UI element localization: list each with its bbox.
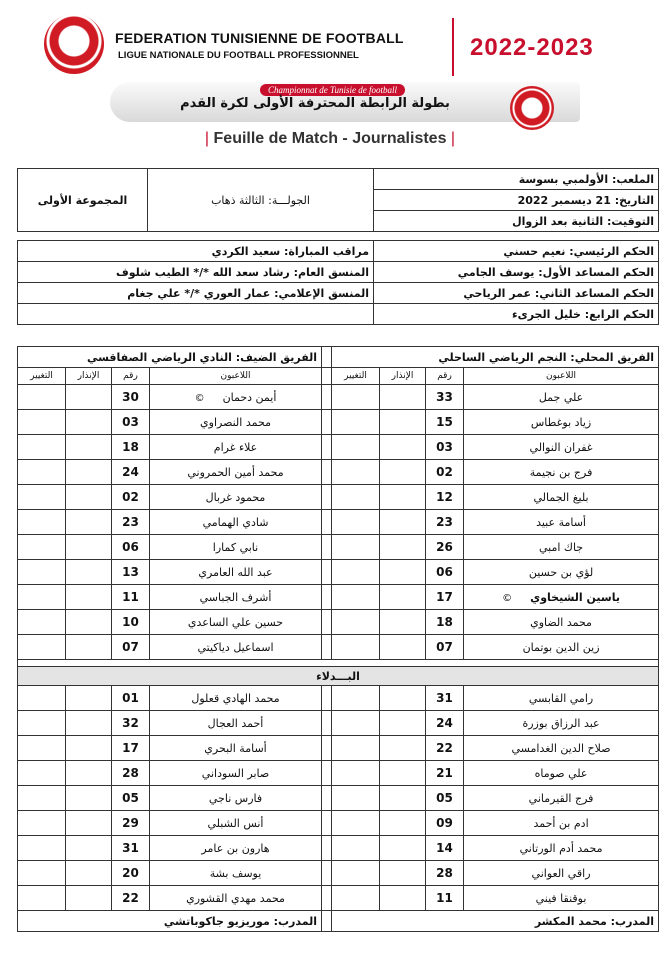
away-player-name-text: اسماعيل دياكيتي	[197, 640, 274, 654]
away-player-name-text: شادي الهمامي	[202, 515, 269, 529]
home-player-number: 12	[426, 485, 464, 510]
home-player-number: 18	[426, 610, 464, 635]
home-player-name	[464, 736, 659, 761]
away-players-header: اللاعبون	[150, 368, 322, 385]
home-number-header: رقم	[426, 368, 464, 385]
away-team-title: الفريق الضيف: النادي الرياضي الصفاقسي	[18, 347, 322, 368]
time: التوقيت: الثانية بعد الزوال	[374, 211, 659, 232]
away-player-name-text: نابي كمارا	[212, 540, 259, 554]
away-player-number: 20	[112, 861, 150, 886]
home-player-number: 33	[426, 385, 464, 410]
home-warning-cell	[380, 711, 426, 736]
starter-row	[18, 485, 659, 510]
spacer	[322, 635, 332, 660]
away-warning-cell	[66, 585, 112, 610]
sheet-title-text: Feuille de Match - Journalistes	[213, 130, 447, 147]
home-change-cell	[332, 861, 380, 886]
away-player-name-text: فارس ناجي	[208, 791, 263, 805]
spacer	[322, 435, 332, 460]
spacer	[322, 460, 332, 485]
assistant-2: الحكم المساعد الثاني: عمر الرياحي	[374, 283, 659, 304]
sub-row	[18, 786, 659, 811]
home-player-number: 26	[426, 535, 464, 560]
home-player-number: 24	[426, 711, 464, 736]
championship-banner	[110, 82, 580, 122]
away-player-name-text: عبد الله العامري	[198, 565, 273, 579]
home-player-number: 07	[426, 635, 464, 660]
home-team-title: الفريق المحلي: النجم الرياضي الساحلي	[332, 347, 659, 368]
starter-row	[18, 435, 659, 460]
away-warning-cell	[66, 485, 112, 510]
home-player-number: 22	[426, 736, 464, 761]
home-player-name	[464, 861, 659, 886]
home-player-name-text: راقي العواني	[531, 866, 591, 880]
starter-row	[18, 610, 659, 635]
away-change-cell	[18, 861, 66, 886]
away-change-cell	[18, 610, 66, 635]
away-warning-cell	[66, 686, 112, 711]
away-player-number: 05	[112, 786, 150, 811]
home-player-number: 11	[426, 886, 464, 911]
away-warning-header: الإنذار	[66, 368, 112, 385]
league-logo-icon	[510, 86, 554, 130]
home-player-name-text: زياد بوغطاس	[530, 415, 592, 429]
away-change-cell	[18, 711, 66, 736]
away-player-number: 32	[112, 711, 150, 736]
home-player-number: 23	[426, 510, 464, 535]
home-change-cell	[332, 435, 380, 460]
starter-row	[18, 460, 659, 485]
home-player-number: 06	[426, 560, 464, 585]
home-player-name-text: محمد أدم الورتاني	[519, 841, 603, 855]
home-warning-cell	[380, 635, 426, 660]
away-change-cell	[18, 385, 66, 410]
spacer	[322, 711, 332, 736]
away-warning-cell	[66, 761, 112, 786]
away-player-name	[150, 385, 322, 410]
away-player-name	[150, 485, 322, 510]
away-warning-cell	[66, 635, 112, 660]
starter-row	[18, 535, 659, 560]
away-player-name-text: صابر السوداني	[201, 766, 270, 780]
home-change-header: التغيير	[332, 368, 380, 385]
away-change-cell	[18, 786, 66, 811]
away-player-name	[150, 861, 322, 886]
away-player-number: 29	[112, 811, 150, 836]
away-player-number: 18	[112, 435, 150, 460]
spacer	[322, 560, 332, 585]
spacer	[322, 368, 332, 385]
home-coach: المدرب: محمد المكشر	[332, 911, 659, 932]
spacer	[322, 861, 332, 886]
home-warning-cell	[380, 535, 426, 560]
away-warning-cell	[66, 786, 112, 811]
home-player-name-text: ياسين الشيخاوي	[530, 590, 620, 604]
home-player-number: 17	[426, 585, 464, 610]
spacer	[322, 686, 332, 711]
officials-table	[17, 240, 659, 325]
home-player-name	[464, 510, 659, 535]
home-warning-cell	[380, 761, 426, 786]
sub-row	[18, 811, 659, 836]
away-change-cell	[18, 535, 66, 560]
home-player-number: 31	[426, 686, 464, 711]
away-change-cell	[18, 635, 66, 660]
title-bar-left: |	[204, 130, 210, 147]
home-warning-cell	[380, 861, 426, 886]
away-warning-cell	[66, 535, 112, 560]
subs-header: البـــدلاء	[18, 667, 659, 686]
away-player-name-text: هارون بن عامر	[201, 841, 270, 855]
away-player-name-text: أحمد العجال	[207, 716, 264, 730]
away-player-name	[150, 560, 322, 585]
home-player-name-text: عبد الرزاق بوزرة	[522, 716, 600, 730]
away-player-name	[150, 635, 322, 660]
home-player-name-text: رامي القابسي	[528, 691, 594, 705]
away-player-name	[150, 811, 322, 836]
home-player-name-text: بليغ الجمالي	[533, 490, 589, 504]
away-warning-cell	[66, 886, 112, 911]
home-change-cell	[332, 786, 380, 811]
away-player-name	[150, 836, 322, 861]
away-warning-cell	[66, 861, 112, 886]
away-player-name	[150, 410, 322, 435]
away-change-cell	[18, 485, 66, 510]
away-player-name	[150, 535, 322, 560]
starter-row	[18, 510, 659, 535]
ftf-logo-icon	[44, 14, 104, 74]
home-warning-cell	[380, 686, 426, 711]
away-player-name	[150, 711, 322, 736]
home-player-number: 03	[426, 435, 464, 460]
away-warning-cell	[66, 460, 112, 485]
away-change-cell	[18, 435, 66, 460]
assistant-1: الحكم المساعد الأول: يوسف الجامي	[374, 262, 659, 283]
spacer	[322, 911, 332, 932]
away-player-name-text: محمود غربال	[205, 490, 266, 504]
starter-row	[18, 385, 659, 410]
home-player-name	[464, 385, 659, 410]
away-player-name	[150, 435, 322, 460]
away-change-cell	[18, 686, 66, 711]
away-player-number: 10	[112, 610, 150, 635]
league-name: LIGUE NATIONALE DU FOOTBALL PROFESSIONNEL	[118, 50, 359, 61]
starter-row	[18, 635, 659, 660]
sub-row	[18, 736, 659, 761]
stadium: الملعب: الأولمبي بسوسة	[374, 169, 659, 190]
home-player-name-text: ادم بن أحمد	[533, 816, 589, 830]
home-player-name-text: محمد الضاوي	[530, 615, 592, 629]
spacer	[322, 836, 332, 861]
home-player-number: 15	[426, 410, 464, 435]
home-warning-cell	[380, 560, 426, 585]
home-change-cell	[332, 811, 380, 836]
home-player-name	[464, 635, 659, 660]
away-player-name-text: أشرف الجباسي	[199, 590, 272, 604]
players-table	[17, 346, 659, 932]
away-player-number: 31	[112, 836, 150, 861]
home-change-cell	[332, 736, 380, 761]
home-change-cell	[332, 585, 380, 610]
away-change-cell	[18, 811, 66, 836]
home-change-cell	[332, 510, 380, 535]
captain-icon: ©	[502, 592, 513, 604]
away-player-name	[150, 510, 322, 535]
home-warning-cell	[380, 886, 426, 911]
date: التاريخ: 21 ديسمبر 2022	[374, 190, 659, 211]
away-change-cell	[18, 886, 66, 911]
away-number-header: رقم	[112, 368, 150, 385]
coach-row	[18, 911, 659, 932]
home-player-number: 09	[426, 811, 464, 836]
home-change-cell	[332, 711, 380, 736]
away-player-name-text: أنس الشبلي	[207, 816, 264, 830]
home-change-cell	[332, 761, 380, 786]
away-change-cell	[18, 460, 66, 485]
home-player-number: 05	[426, 786, 464, 811]
sub-row	[18, 836, 659, 861]
season: 2022-2023	[470, 34, 594, 61]
spacer	[322, 385, 332, 410]
away-player-name	[150, 585, 322, 610]
away-player-name-text: محمد أمين الحمروني	[187, 465, 284, 479]
spacer	[322, 347, 332, 368]
championship-fr: Championnat de Tunisie de football	[260, 84, 405, 96]
spacer	[322, 736, 332, 761]
sub-row	[18, 886, 659, 911]
group: المجموعة الأولى	[18, 169, 148, 232]
home-player-name-text: بوقنقا فيني	[535, 891, 587, 905]
gap-cell	[18, 660, 659, 667]
away-warning-cell	[66, 610, 112, 635]
away-player-number: 17	[112, 736, 150, 761]
home-player-name-text: غفران النوالي	[529, 440, 593, 454]
home-change-cell	[332, 610, 380, 635]
home-player-name	[464, 786, 659, 811]
away-player-name	[150, 686, 322, 711]
home-player-name-text: زين الدين بوتمان	[522, 640, 600, 654]
empty-cell	[18, 304, 374, 325]
away-player-name-text: محمد النصراوي	[200, 415, 271, 429]
away-warning-cell	[66, 385, 112, 410]
home-warning-cell	[380, 811, 426, 836]
home-warning-cell	[380, 435, 426, 460]
away-warning-cell	[66, 811, 112, 836]
away-change-header: التغيير	[18, 368, 66, 385]
home-warning-cell	[380, 736, 426, 761]
starter-row	[18, 560, 659, 585]
away-warning-cell	[66, 711, 112, 736]
home-player-name-text: أسامة عبيد	[536, 515, 586, 529]
home-player-name-text: علي جمل	[538, 390, 584, 404]
coordinator: المنسق العام: رشاد سعد الله */* الطيب شلوف	[18, 262, 374, 283]
home-player-number: 21	[426, 761, 464, 786]
away-player-name	[150, 786, 322, 811]
away-player-number: 23	[112, 510, 150, 535]
match-info-table	[17, 168, 659, 232]
home-change-cell	[332, 460, 380, 485]
home-player-name-text: علي صوماه	[534, 766, 588, 780]
spacer	[322, 410, 332, 435]
away-player-number: 01	[112, 686, 150, 711]
home-change-cell	[332, 635, 380, 660]
referee: الحكم الرئيسي: نعيم حسني	[374, 241, 659, 262]
sub-row	[18, 861, 659, 886]
home-change-cell	[332, 686, 380, 711]
home-player-name	[464, 711, 659, 736]
away-player-number: 02	[112, 485, 150, 510]
away-player-name-text: محمد مهدي القشوري	[186, 891, 285, 905]
away-player-name	[150, 761, 322, 786]
away-player-number: 24	[112, 460, 150, 485]
away-change-cell	[18, 410, 66, 435]
away-change-cell	[18, 736, 66, 761]
away-player-number: 28	[112, 761, 150, 786]
away-player-name	[150, 886, 322, 911]
sub-row	[18, 761, 659, 786]
home-players-header: اللاعبون	[464, 368, 659, 385]
championship-ar: بطولة الرابطة المحترفة الأولى لكرة القدم	[180, 96, 450, 111]
home-warning-header: الإنذار	[380, 368, 426, 385]
home-player-name	[464, 535, 659, 560]
home-warning-cell	[380, 836, 426, 861]
sheet-title	[160, 130, 500, 148]
away-coach: المدرب: موريزيو جاكوباتشي	[18, 911, 322, 932]
away-player-name-text: أيمن دحمان	[222, 390, 277, 404]
home-warning-cell	[380, 610, 426, 635]
home-player-name	[464, 560, 659, 585]
away-player-name-text: أسامة البحري	[204, 741, 267, 755]
spacer	[322, 485, 332, 510]
away-warning-cell	[66, 410, 112, 435]
away-player-name	[150, 460, 322, 485]
header	[0, 0, 672, 165]
spacer	[322, 761, 332, 786]
spacer	[322, 811, 332, 836]
away-player-number: 11	[112, 585, 150, 610]
sub-row	[18, 686, 659, 711]
home-warning-cell	[380, 460, 426, 485]
away-player-name	[150, 736, 322, 761]
home-player-name	[464, 485, 659, 510]
away-player-number: 03	[112, 410, 150, 435]
home-change-cell	[332, 886, 380, 911]
away-player-number: 13	[112, 560, 150, 585]
away-warning-cell	[66, 836, 112, 861]
home-player-name	[464, 460, 659, 485]
round: الجولـــة: الثالثة ذهاب	[148, 169, 374, 232]
home-player-name	[464, 836, 659, 861]
away-player-number: 07	[112, 635, 150, 660]
observer: مراقب المباراة: سعيد الكردي	[18, 241, 374, 262]
home-warning-cell	[380, 510, 426, 535]
spacer	[322, 535, 332, 560]
away-change-cell	[18, 560, 66, 585]
federation-name: FEDERATION TUNISIENNE DE FOOTBALL	[115, 30, 404, 46]
away-player-name-text: يوسف بشة	[209, 866, 262, 880]
home-player-name-text: جاك امبي	[538, 540, 584, 554]
home-warning-cell	[380, 786, 426, 811]
media-coordinator: المنسق الإعلامي: عمار العوري */* علي جغام	[18, 283, 374, 304]
spacer	[322, 886, 332, 911]
home-change-cell	[332, 485, 380, 510]
home-change-cell	[332, 410, 380, 435]
away-player-number: 30	[112, 385, 150, 410]
gap-row	[18, 660, 659, 667]
away-player-number: 06	[112, 535, 150, 560]
away-warning-cell	[66, 560, 112, 585]
home-player-name	[464, 435, 659, 460]
home-warning-cell	[380, 585, 426, 610]
home-change-cell	[332, 560, 380, 585]
home-player-name-text: لؤي بن حسين	[528, 565, 594, 579]
home-player-name	[464, 610, 659, 635]
away-warning-cell	[66, 510, 112, 535]
home-player-number: 28	[426, 861, 464, 886]
away-player-name-text: محمد الهادي قعلول	[191, 691, 280, 705]
away-player-name-text: علاء غرام	[213, 440, 258, 454]
home-player-name	[464, 410, 659, 435]
starter-row	[18, 410, 659, 435]
header-divider	[452, 18, 454, 76]
away-warning-cell	[66, 435, 112, 460]
home-player-name	[464, 886, 659, 911]
subs-header-row	[18, 667, 659, 686]
away-change-cell	[18, 761, 66, 786]
away-warning-cell	[66, 736, 112, 761]
away-change-cell	[18, 836, 66, 861]
home-player-name-text: فرج القيرماني	[528, 791, 594, 805]
sub-row	[18, 711, 659, 736]
home-warning-cell	[380, 485, 426, 510]
away-player-name-text: حسين علي الساعدي	[187, 615, 284, 629]
home-warning-cell	[380, 385, 426, 410]
away-player-name	[150, 610, 322, 635]
home-player-name-text: صلاح الدين الغدامسي	[511, 741, 611, 755]
spacer	[322, 786, 332, 811]
home-player-name	[464, 811, 659, 836]
home-player-name-text: فرج بن نجيمة	[529, 465, 593, 479]
away-change-cell	[18, 585, 66, 610]
captain-icon: ©	[194, 392, 205, 404]
home-change-cell	[332, 385, 380, 410]
fourth-official: الحكم الرابع: خليل الجرىء	[374, 304, 659, 325]
home-change-cell	[332, 836, 380, 861]
away-change-cell	[18, 510, 66, 535]
home-player-number: 14	[426, 836, 464, 861]
spacer	[322, 510, 332, 535]
home-player-name	[464, 686, 659, 711]
title-bar-right: |	[450, 130, 456, 147]
home-player-number: 02	[426, 460, 464, 485]
spacer	[322, 585, 332, 610]
starter-row	[18, 585, 659, 610]
away-player-number: 22	[112, 886, 150, 911]
home-warning-cell	[380, 410, 426, 435]
home-player-name	[464, 585, 659, 610]
home-change-cell	[332, 535, 380, 560]
home-player-name	[464, 761, 659, 786]
spacer	[322, 610, 332, 635]
